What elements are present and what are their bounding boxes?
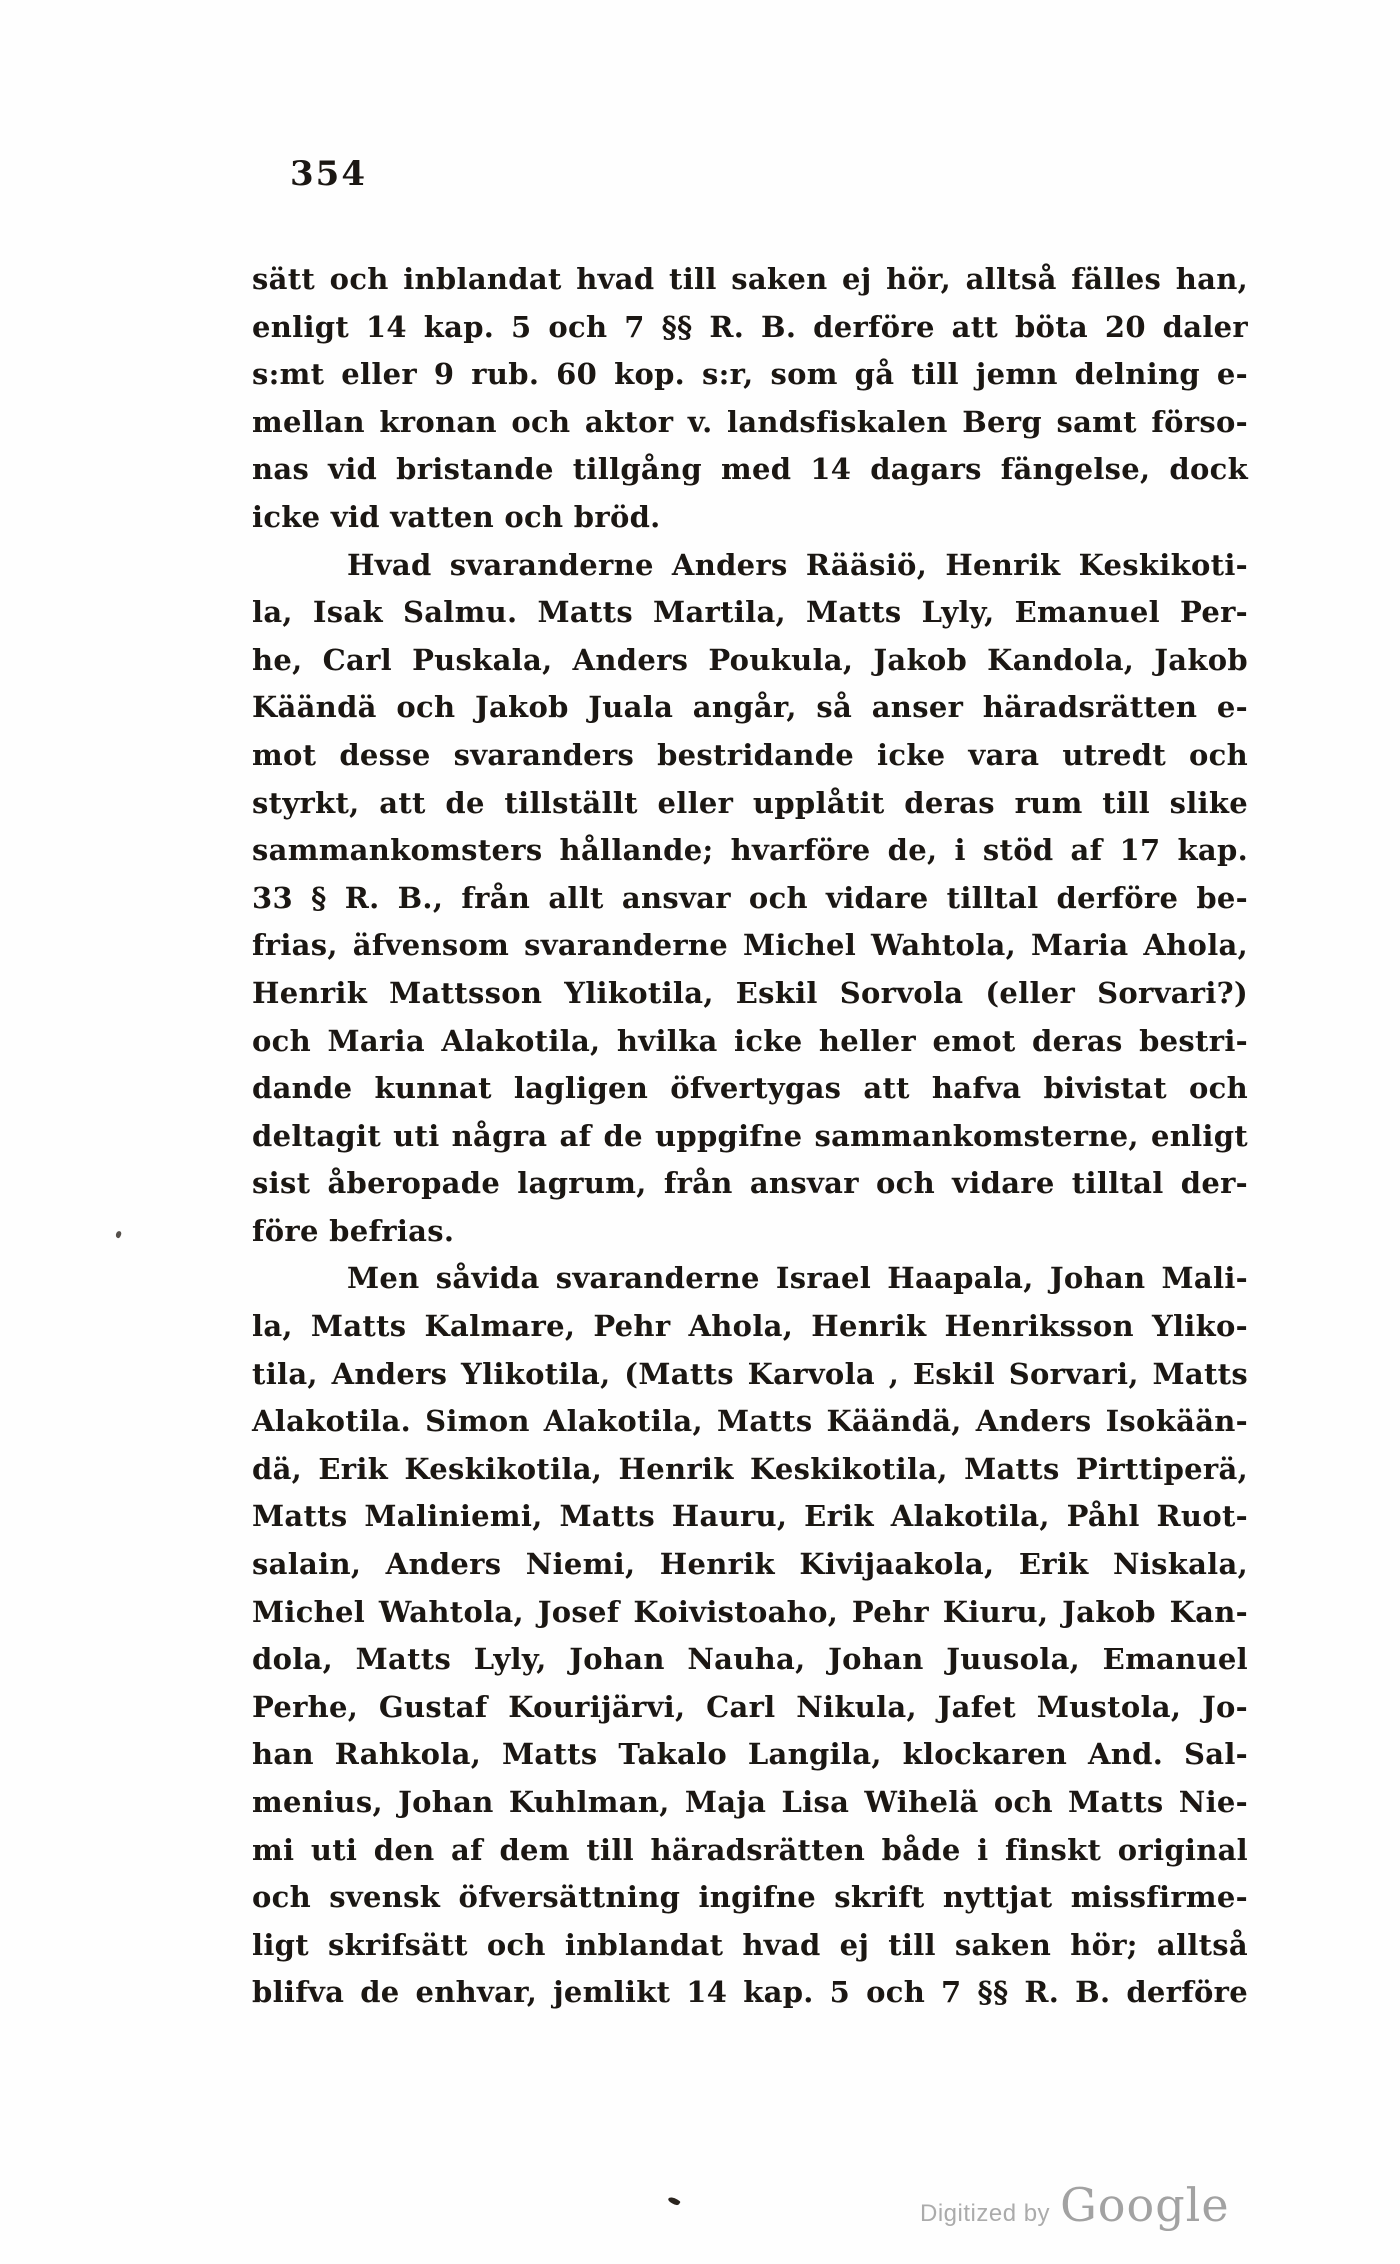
text-line: dande kunnat lagligen öfvertygas att hafva bivistat och [252, 1071, 1248, 1106]
text-line: s:mt eller 9 rub. 60 kop. s:r, som gå till jemn delning e- [252, 357, 1248, 392]
text-line: sist åberopade lagrum, från ansvar och vidare tilltal der- [252, 1166, 1248, 1201]
text-line: tila, Anders Ylikotila, (Matts Karvola , Eskil Sorvari, Matts [252, 1356, 1248, 1391]
text-line: och svensk öfversättning ingifne skrift nyttjat missfirme- [252, 1880, 1248, 1915]
text-line: icke vid vatten och bröd. [252, 499, 661, 534]
watermark-prefix-text: Digitized by [920, 2200, 1051, 2227]
google-logo: Google [1060, 2178, 1230, 2232]
text-line: ligt skrifsätt och inblandat hvad ej till saken hör; alltså [252, 1927, 1248, 1962]
text-line: mellan kronan och aktor v. landsfiskalen Berg samt förso- [252, 404, 1248, 439]
text-line: före befrias. [252, 1213, 455, 1248]
scan-speck [115, 1230, 122, 1238]
page-number: 354 [290, 154, 367, 194]
text-line: och Maria Alakotila, hvilka icke heller emot deras bestri- [252, 1023, 1248, 1058]
text-line: Michel Wahtola, Josef Koivistoaho, Pehr Kiuru, Jakob Kan- [252, 1594, 1248, 1629]
text-line: sammankomsters hållande; hvarföre de, i stöd af 17 kap. [252, 833, 1248, 868]
text-line: dola, Matts Lyly, Johan Nauha, Johan Juusola, Emanuel [252, 1642, 1248, 1677]
text-line: sätt och inblandat hvad till saken ej hör, alltså fälles han, [252, 262, 1248, 296]
text-line: Matts Maliniemi, Matts Hauru, Erik Alakotila, Påhl Ruot- [252, 1499, 1248, 1534]
text-line: 33 § R. B., från allt ansvar och vidare tilltal derföre be- [252, 880, 1248, 915]
text-line: Hvad svaranderne Anders Rääsiö, Henrik Keskikoti- [347, 547, 1248, 582]
text-line: deltagit uti några af de uppgifne sammankomsterne, enligt [252, 1118, 1248, 1153]
text-line: Henrik Mattsson Ylikotila, Eskil Sorvola (eller Sorvari?) [252, 975, 1248, 1010]
text-line: blifva de enhvar, jemlikt 14 kap. 5 och 7 §§ R. B. derföre [252, 1975, 1248, 2010]
text-line: salain, Anders Niemi, Henrik Kivijaakola, Erik Niskala, [252, 1547, 1248, 1582]
scan-speck [667, 2195, 680, 2206]
digitized-by-google-watermark [920, 2178, 1230, 2232]
text-line: menius, Johan Kuhlman, Maja Lisa Wihelä och Matts Nie- [252, 1785, 1248, 1819]
text-line: Men såvida svaranderne Israel Haapala, Johan Mali- [347, 1261, 1248, 1296]
text-block [252, 256, 1248, 2017]
text-line: enligt 14 kap. 5 och 7 §§ R. B. derföre att böta 20 daler [252, 309, 1248, 344]
text-line: la, Isak Salmu. Matts Martila, Matts Lyly, Emanuel Per- [252, 595, 1248, 630]
text-line: styrkt, att de tillställt eller upplåtit deras rum till slike [252, 785, 1248, 820]
text-line: dä, Erik Keskikotila, Henrik Keskikotila, Matts Pirttiperä, [252, 1451, 1248, 1486]
text-line: frias, äfvensom svaranderne Michel Wahtola, Maria Ahola, [252, 928, 1248, 963]
text-line: la, Matts Kalmare, Pehr Ahola, Henrik Henriksson Yliko- [252, 1309, 1248, 1344]
text-line: mi uti den af dem till häradsrätten både i finskt original [252, 1832, 1248, 1867]
text-line: Perhe, Gustaf Kourijärvi, Carl Nikula, Jafet Mustola, Jo- [252, 1689, 1248, 1724]
text-line: he, Carl Puskala, Anders Poukula, Jakob Kandola, Jakob [252, 642, 1248, 677]
text-line: Käändä och Jakob Juala angår, så anser häradsrätten e- [252, 690, 1248, 725]
text-line: mot desse svaranders bestridande icke vara utredt och [252, 737, 1248, 772]
text-line: nas vid bristande tillgång med 14 dagars fängelse, dock [252, 452, 1248, 487]
text-line: Alakotila. Simon Alakotila, Matts Käändä, Anders Isokään- [252, 1404, 1248, 1439]
text-line: han Rahkola, Matts Takalo Langila, klockaren And. Sal- [252, 1737, 1248, 1772]
